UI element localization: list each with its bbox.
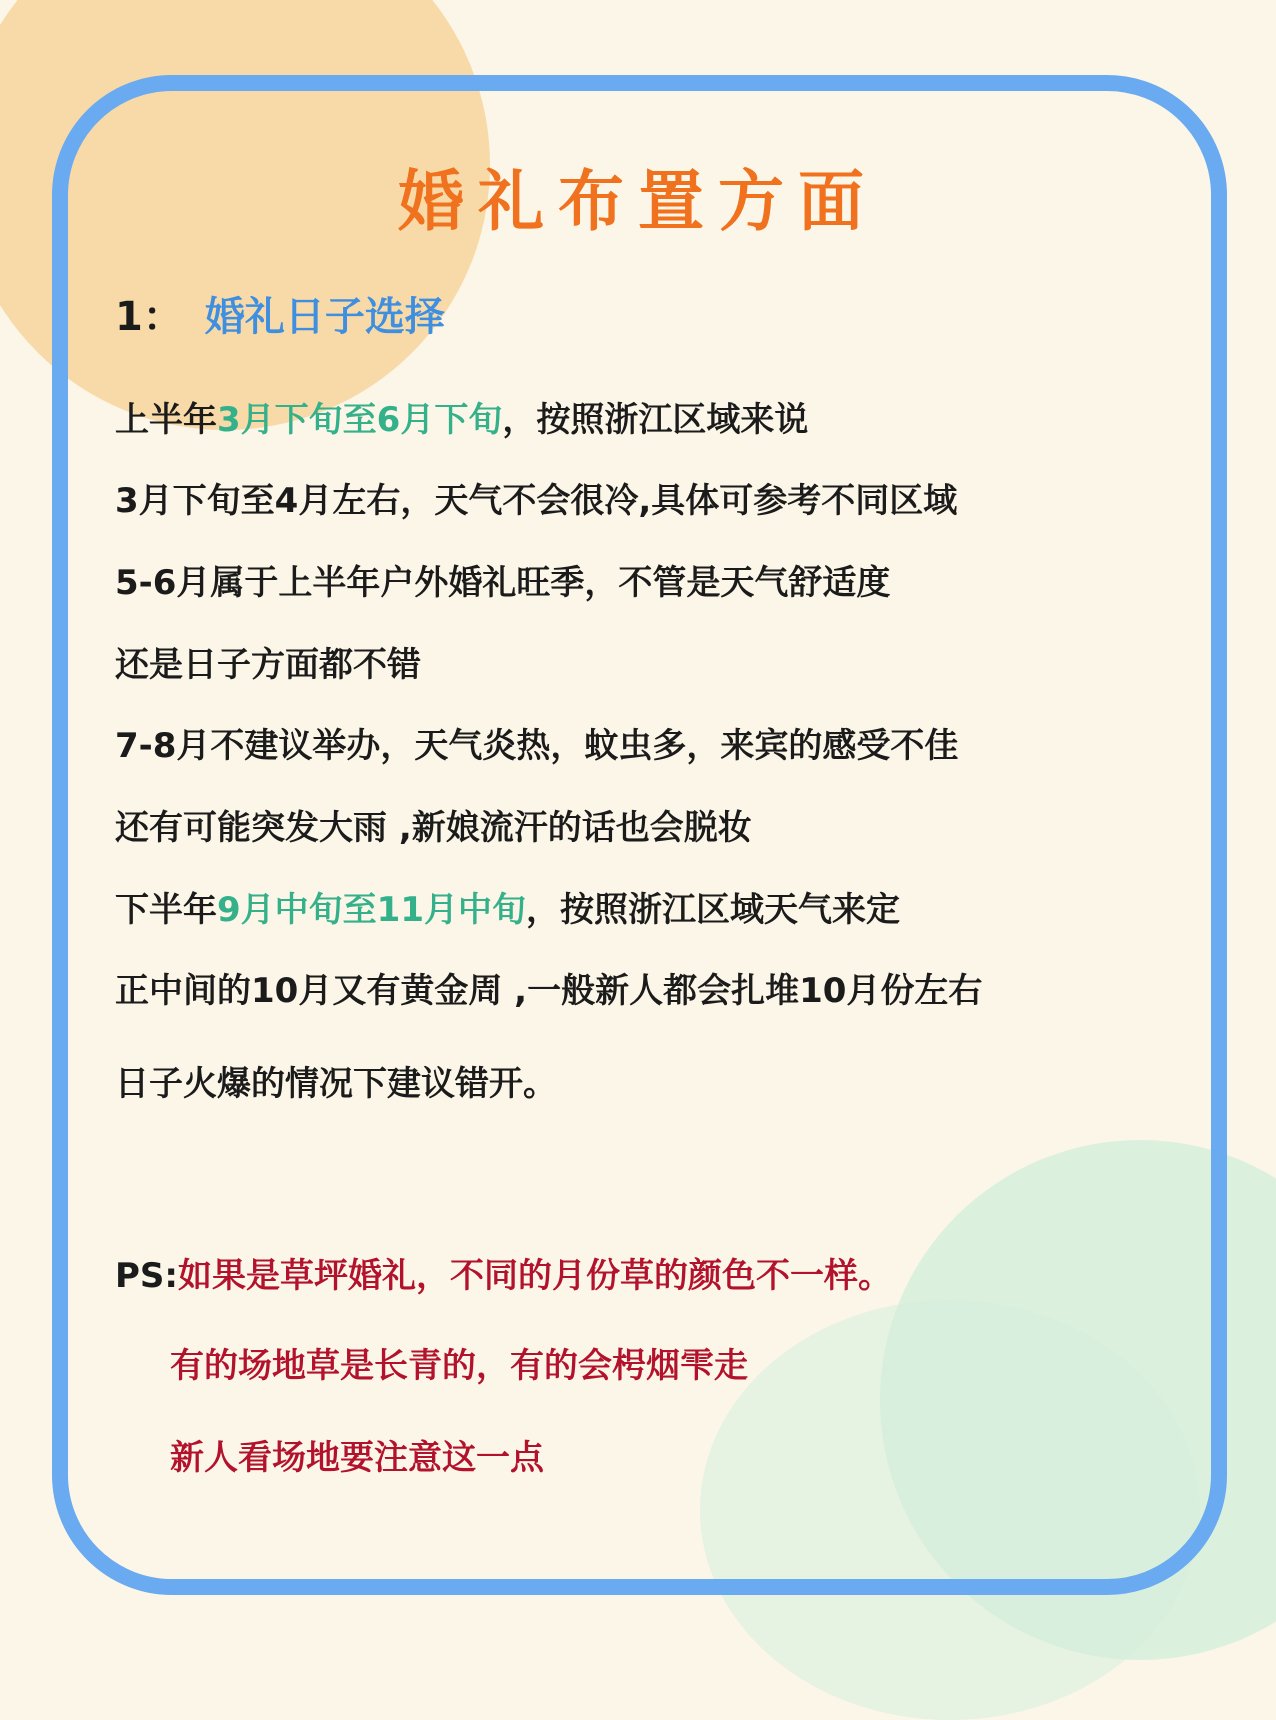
line-1-prefix: 上半年 [115,400,217,440]
line-1-highlight: 3月下旬至6月下旬 [217,400,503,440]
ps-label: PS: [115,1256,179,1296]
text-line-1 [115,392,808,441]
ps-note-line-1 [115,1248,892,1297]
text-line-5: 7-8月不建议举办，天气炎热，蚊虫多，来宾的感受不佳 [115,726,959,766]
section-heading [115,285,445,342]
ps-line-1-text: 如果是草坪婚礼，不同的月份草的颜色不一样。 [178,1256,893,1296]
page-title: 婚礼布置方面 [398,163,878,240]
text-line-7 [115,882,900,931]
text-line-2: 3月下旬至4月左右，天气不会很冷,具体可参考不同区域 [115,481,958,521]
text-line-4: 还是日子方面都不错 [115,645,421,685]
line-7-prefix: 下半年 [115,890,217,930]
text-line-9: 日子火爆的情况下建议错开。 [115,1064,557,1104]
text-line-8: 正中间的10月又有黄金周 ,一般新人都会扎堆10月份左右 [115,971,983,1011]
ps-note-line-3: 新人看场地要注意这一点 [170,1438,544,1478]
text-line-3: 5-6月属于上半年户外婚礼旺季，不管是天气舒适度 [115,563,891,603]
line-7-suffix: ，按照浙江区域天气来定 [525,890,900,930]
line-7-highlight: 9月中旬至11月中旬 [217,890,526,930]
section-label: 婚礼日子选择 [204,294,445,340]
section-number: 1： [115,294,183,340]
line-1-suffix: ，按照浙江区域来说 [502,400,809,440]
text-line-6: 还有可能突发大雨 ,新娘流汗的话也会脱妆 [115,808,752,848]
ps-note-line-2: 有的场地草是长青的，有的会枵烟雫走 [170,1346,748,1386]
